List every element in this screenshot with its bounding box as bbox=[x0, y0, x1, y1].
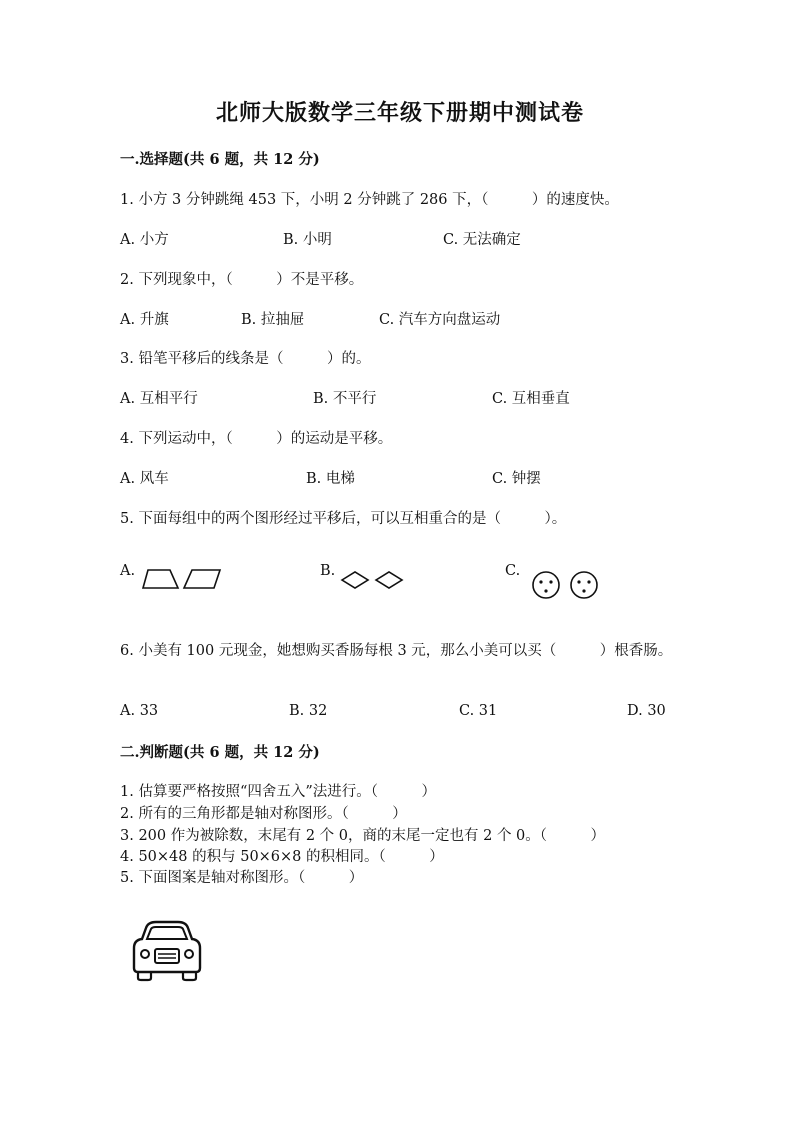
judge-item-5: 5. 下面图案是轴对称图形。（ ） bbox=[120, 870, 364, 886]
trapezoid-parallelogram-icon bbox=[140, 566, 224, 592]
q5-option-c: C. bbox=[505, 563, 521, 579]
q4-option-c: C. 钟摆 bbox=[492, 471, 541, 487]
question-5: 5. 下面每组中的两个图形经过平移后，可以互相重合的是（ ）。 bbox=[120, 511, 567, 527]
q6-option-b: B. 32 bbox=[289, 703, 328, 719]
q3-option-b: B. 不平行 bbox=[313, 391, 377, 407]
q5-option-b: B. bbox=[320, 563, 336, 579]
question-6: 6. 小美有 100 元现金，她想购买香肠每根 3 元，那么小美可以买（ ）根香肠。 bbox=[120, 643, 673, 659]
q4-option-a: A. 风车 bbox=[120, 471, 169, 487]
q2-option-c: C. 汽车方向盘运动 bbox=[379, 312, 501, 328]
question-4: 4. 下列运动中，（ ）的运动是平移。 bbox=[120, 431, 393, 447]
q5-option-a: A. bbox=[120, 563, 136, 579]
judge-item-3: 3. 200 作为被除数，末尾有 2 个 0，商的末尾一定也有 2 个 0。（ ） bbox=[120, 828, 606, 844]
car-front-icon bbox=[128, 918, 206, 982]
q6-option-c: C. 31 bbox=[459, 703, 498, 719]
judge-item-2: 2. 所有的三角形都是轴对称图形。（ ） bbox=[120, 806, 407, 822]
circle-dots-pair-icon bbox=[528, 570, 604, 600]
q3-option-c: C. 互相垂直 bbox=[492, 391, 570, 407]
page-title: 北师大版数学三年级下册期中测试卷 bbox=[215, 100, 584, 126]
q2-option-b: B. 拉抽屉 bbox=[241, 312, 305, 328]
q4-option-b: B. 电梯 bbox=[306, 471, 355, 487]
judge-item-1: 1. 估算要严格按照“四舍五入”法进行。（ ） bbox=[120, 784, 437, 800]
q3-option-a: A. 互相平行 bbox=[120, 391, 198, 407]
rhombus-pair-icon bbox=[338, 569, 408, 591]
q1-option-c: C. 无法确定 bbox=[443, 232, 521, 248]
q6-option-d: D. 30 bbox=[627, 703, 666, 719]
q1-option-a: A. 小方 bbox=[120, 232, 169, 248]
section-heading-choice: 一.选择题(共 6 题，共 12 分) bbox=[120, 151, 320, 168]
q1-option-b: B. 小明 bbox=[283, 232, 332, 248]
judge-item-4: 4. 50×48 的积与 50×6×8 的积相同。（ ） bbox=[120, 849, 444, 865]
q6-option-a: A. 33 bbox=[120, 703, 159, 719]
section-heading-judge: 二.判断题(共 6 题，共 12 分) bbox=[120, 744, 320, 761]
q2-option-a: A. 升旗 bbox=[120, 312, 169, 328]
question-1: 1. 小方 3 分钟跳绳 453 下，小明 2 分钟跳了 286 下，（ ）的速度快。 bbox=[120, 192, 619, 208]
question-3: 3. 铅笔平移后的线条是（ ）的。 bbox=[120, 351, 371, 367]
question-2: 2. 下列现象中，（ ）不是平移。 bbox=[120, 272, 364, 288]
